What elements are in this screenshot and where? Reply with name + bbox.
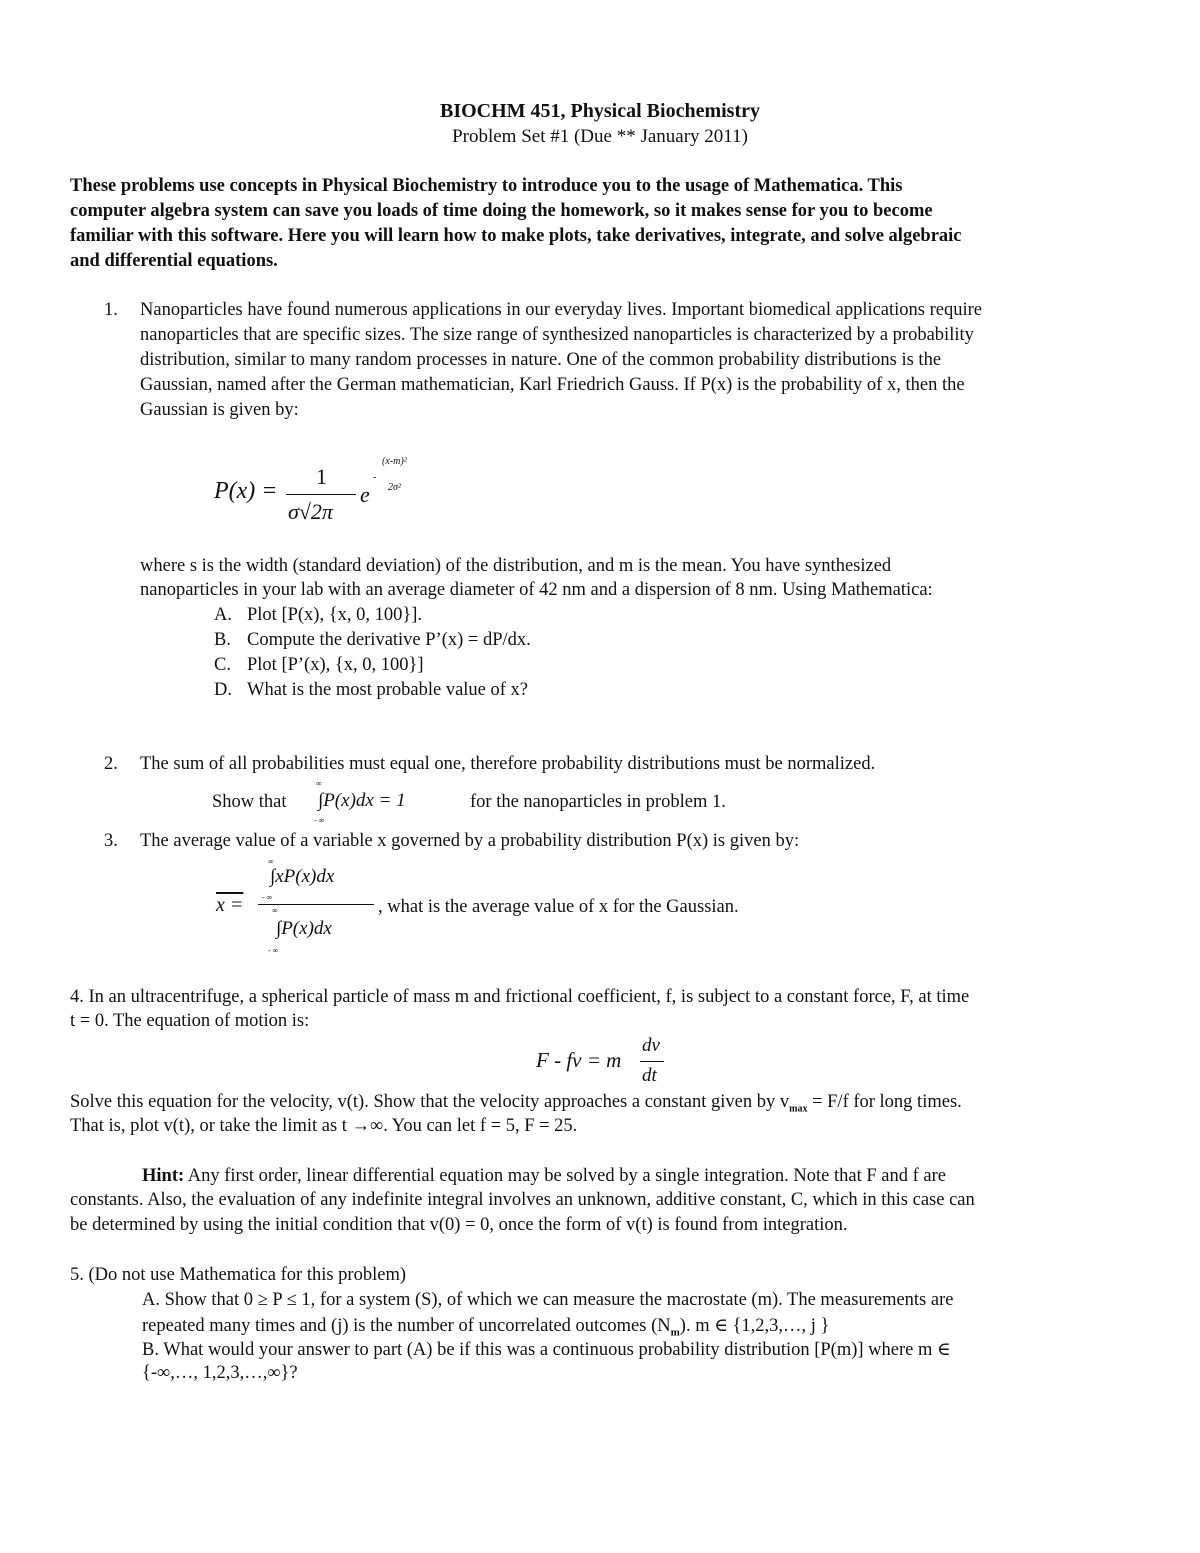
intro-line-1: These problems use concepts in Physical Biochemistry to introduce you to the usage of Mathematica. This (70, 176, 903, 196)
hint-text-1: Any first order, linear differential equation may be solved by a single integration. Note that F and f are (184, 1166, 946, 1186)
motion-lhs: F - fv = m (536, 1048, 622, 1072)
q4-hint-line-2: constants. Also, the evaluation of any indefinite integral involves an unknown, additive constant, C, which in this case can (70, 1190, 975, 1210)
q2-integral-upper-limit: ∞ (316, 779, 322, 788)
gaussian-numerator: 1 (316, 464, 327, 489)
average-num-upper-limit: ∞ (268, 857, 274, 866)
q1-number: 1. (104, 300, 118, 320)
document-title: BIOCHM 451, Physical Biochemistry (440, 100, 760, 122)
q5-a2-b: ). m ∈ {1,2,3,…, j } (679, 1316, 830, 1336)
average-numerator: ∫xP(x)dx (270, 866, 335, 887)
gaussian-denominator: σ√2π (288, 499, 333, 524)
q5-part-b-line-1: B. What would your answer to part (A) be if this was a continuous probability distribution [P(m)] where m ∈ (142, 1340, 951, 1360)
q4-line-2: t = 0. The equation of motion is: (70, 1011, 310, 1031)
motion-denominator: dt (642, 1065, 657, 1086)
q1-line-2: nanoparticles that are specific sizes. The size range of synthesized nanoparticles is characterized by a probability (140, 325, 974, 345)
q1-line-5: Gaussian is given by: (140, 400, 299, 420)
intro-line-4: and differential equations. (70, 251, 278, 271)
q1-item-a-text: Plot [P(x), {x, 0, 100}]. (247, 605, 423, 625)
q4-line-1: 4. In an ultracentrifuge, a spherical particle of mass m and frictional coefficient, f, is subject to a constant force, F, at time (70, 987, 970, 1007)
q5-nm-subscript: m (670, 1326, 680, 1339)
gaussian-lhs: P(x) = (214, 478, 278, 504)
q2-integral: ∫P(x)dx = 1 (318, 790, 406, 811)
q4-line-3-a: Solve this equation for the velocity, v(t). Show that the velocity approaches a constant given by v (70, 1092, 790, 1112)
q1-item-a-label: A. (214, 605, 232, 625)
average-den-upper-limit: ∞ (272, 906, 278, 915)
q4-line-3-b: = F/f for long times. (807, 1092, 962, 1112)
gaussian-fraction-bar (286, 494, 356, 495)
q1-item-b-label: B. (214, 630, 231, 650)
q1-line-1: Nanoparticles have found numerous applications in our everyday lives. Important biomedical applications require (140, 300, 983, 320)
q2-tail: for the nanoparticles in problem 1. (470, 792, 726, 812)
q2-integral-lower-limit: - ∞ (314, 816, 325, 825)
q4-line-3 (70, 1092, 962, 1115)
q3-number: 3. (104, 831, 118, 851)
q4-line-4: That is, plot v(t), or take the limit as t →∞. You can let f = 5, F = 25. (70, 1116, 578, 1136)
gaussian-e: e (360, 482, 370, 507)
q5-line-1: 5. (Do not use Mathematica for this problem) (70, 1265, 406, 1285)
q5-part-a-line-1: A. Show that 0 ≥ P ≤ 1, for a system (S), of which we can measure the macrostate (m). The measurements are (142, 1290, 954, 1310)
q1-item-b-text: Compute the derivative P’(x) = dP/dx. (247, 630, 531, 650)
q4-hint-line-3: be determined by using the initial condition that v(0) = 0, once the form of v(t) is found from integration. (70, 1215, 848, 1235)
q1-line-3: distribution, similar to many random processes in nature. One of the common probability distributions is the (140, 350, 942, 370)
q3-line-1: The average value of a variable x governed by a probability distribution P(x) is given by: (140, 831, 800, 851)
average-den-lower-limit: - ∞ (268, 946, 279, 955)
intro-line-3: familiar with this software. Here you will learn how to make plots, take derivatives, integrate, and solve algebraic (70, 226, 962, 246)
average-denominator: ∫P(x)dx (276, 918, 332, 939)
q1-item-c-text: Plot [P’(x), {x, 0, 100}] (247, 655, 424, 675)
average-num-lower-limit: - ∞ (262, 893, 273, 902)
hint-label: Hint: (142, 1166, 185, 1186)
document-subtitle: Problem Set #1 (Due ** January 2011) (452, 126, 748, 147)
q5-part-a-line-2 (142, 1315, 829, 1339)
motion-fraction-bar (640, 1061, 664, 1062)
q1-item-c-label: C. (214, 655, 231, 675)
gaussian-exp-denominator: 2σ² (388, 482, 401, 493)
q1-item-d-label: D. (214, 680, 232, 700)
q2-show-that: Show that (212, 792, 287, 812)
q1-after-line-1: where s is the width (standard deviation) of the distribution, and m is the mean. You have synthesized (140, 556, 892, 576)
average-fraction-bar (258, 904, 374, 905)
gaussian-exp-minus: - (373, 472, 377, 483)
q1-after-line-2: nanoparticles in your lab with an average diameter of 42 nm and a dispersion of 8 nm. Using Mathematica: (140, 580, 933, 600)
q5-a2-a: repeated many times and (j) is the number of uncorrelated outcomes (N (142, 1316, 671, 1336)
intro-line-2: computer algebra system can save you loads of time doing the homework, so it makes sense for you to become (70, 201, 933, 221)
average-lhs: x = (216, 894, 244, 916)
q2-number: 2. (104, 754, 118, 774)
q1-line-4: Gaussian, named after the German mathematician, Karl Friedrich Gauss. If P(x) is the probability of x, then the (140, 375, 965, 395)
q5-part-b-line-2: {-∞,…, 1,2,3,…,∞}? (142, 1363, 298, 1383)
q4-hint-line-1 (142, 1166, 946, 1187)
q2-line-1: The sum of all probabilities must equal one, therefore probability distributions must be normalized. (140, 754, 876, 774)
q1-item-d-text: What is the most probable value of x? (247, 680, 529, 700)
motion-numerator: dv (642, 1035, 660, 1056)
q4-vmax-subscript: max (789, 1103, 808, 1115)
gaussian-exp-numerator: (x-m)² (382, 456, 407, 467)
q3-tail: , what is the average value of x for the Gaussian. (378, 897, 739, 917)
